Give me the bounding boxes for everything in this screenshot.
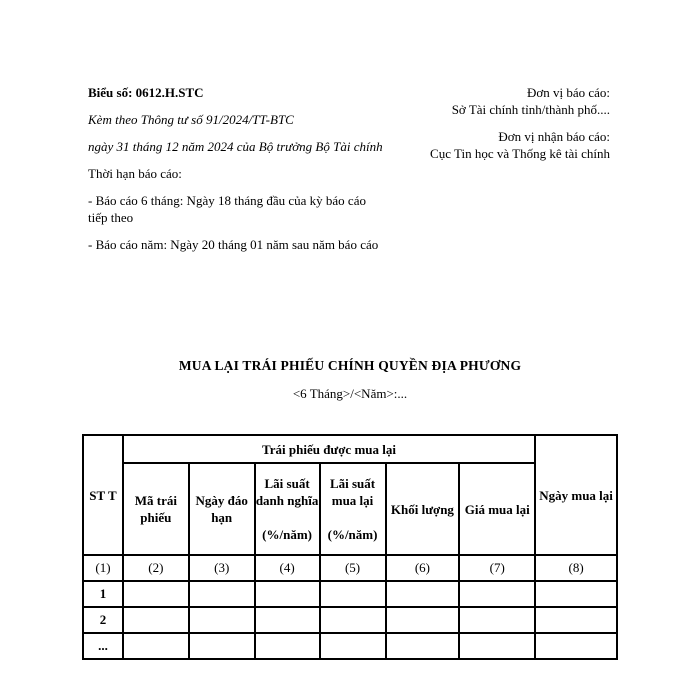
table-cell	[459, 633, 535, 659]
report-period: <6 Tháng>/<Năm>:...	[292, 386, 408, 401]
row-number: ...	[83, 633, 123, 659]
column-index-row	[83, 555, 617, 581]
repurchase-rate-unit: (%/năm)	[327, 527, 378, 542]
table-cell	[189, 607, 255, 633]
nominal-rate-header	[255, 463, 320, 555]
table-cell	[386, 633, 460, 659]
table-row	[83, 633, 617, 659]
receiving-unit: Cục Tin học và Thống kê tài chính	[430, 146, 610, 161]
table-cell	[459, 607, 535, 633]
repurchase-rate-label: Lãi suất mua lại	[329, 476, 376, 508]
column-index: (1)	[83, 555, 123, 581]
circular-date: ngày 31 tháng 12 năm 2024 của Bộ trưởng Bộ Tài chính	[88, 139, 383, 154]
deadline-year: - Báo cáo năm: Ngày 20 tháng 01 năm sau năm báo cáo	[88, 237, 379, 252]
repurchased-bonds-group-header: Trái phiếu được mua lại	[123, 435, 535, 463]
table-cell	[189, 581, 255, 607]
row-number: 1	[83, 581, 123, 607]
deadline-label: Thời hạn báo cáo:	[88, 166, 182, 181]
table-cell	[255, 633, 320, 659]
column-index: (2)	[123, 555, 189, 581]
table-cell	[320, 581, 386, 607]
table-cell	[123, 633, 189, 659]
table-cell	[535, 633, 617, 659]
table-cell	[189, 633, 255, 659]
attached-circular: Kèm theo Thông tư số 91/2024/TT-BTC	[88, 112, 294, 127]
volume-header: Khối lượng	[386, 463, 460, 555]
column-index: (5)	[320, 555, 386, 581]
column-index: (7)	[459, 555, 535, 581]
table-cell	[123, 607, 189, 633]
receiving-unit-label: Đơn vị nhận báo cáo:	[498, 129, 610, 144]
table-cell	[535, 607, 617, 633]
repurchase-date-header: Ngày mua lại	[535, 435, 617, 555]
deadline-6-months: - Báo cáo 6 tháng: Ngày 18 tháng đầu của kỳ báo cáo tiếp theo	[88, 193, 366, 225]
column-index: (6)	[386, 555, 460, 581]
table-cell	[255, 581, 320, 607]
bond-code-header: Mã trái phiếu	[123, 463, 189, 555]
maturity-date-header: Ngày đáo hạn	[189, 463, 255, 555]
form-number: Biểu số: 0612.H.STC	[88, 85, 204, 100]
row-number: 2	[83, 607, 123, 633]
table-row	[83, 607, 617, 633]
column-index: (3)	[189, 555, 255, 581]
table-cell	[123, 581, 189, 607]
stt-header: ST T	[83, 435, 123, 555]
table-cell	[386, 607, 460, 633]
receiving-unit-block	[380, 128, 610, 162]
table-cell	[386, 581, 460, 607]
form-header-left	[88, 84, 388, 263]
repurchase-price-header: Giá mua lại	[459, 463, 535, 555]
repurchase-rate-header	[320, 463, 386, 555]
table-cell	[320, 633, 386, 659]
table-cell	[255, 607, 320, 633]
report-title: MUA LẠI TRÁI PHIẾU CHÍNH QUYỀN ĐỊA PHƯƠNG	[178, 358, 522, 373]
table-cell	[459, 581, 535, 607]
bond-repurchase-table	[82, 434, 618, 660]
nominal-rate-label: Lãi suất danh nghĩa	[255, 476, 319, 508]
form-header-right	[380, 84, 610, 172]
column-index: (8)	[535, 555, 617, 581]
table-cell	[535, 581, 617, 607]
nominal-rate-unit: (%/năm)	[262, 527, 313, 542]
table-row	[83, 581, 617, 607]
reporting-unit: Sở Tài chính tỉnh/thành phố....	[451, 102, 610, 117]
reporting-unit-block	[380, 84, 610, 118]
reporting-unit-label: Đơn vị báo cáo:	[526, 85, 610, 100]
column-index: (4)	[255, 555, 320, 581]
table-cell	[320, 607, 386, 633]
table-header-row	[83, 435, 617, 463]
